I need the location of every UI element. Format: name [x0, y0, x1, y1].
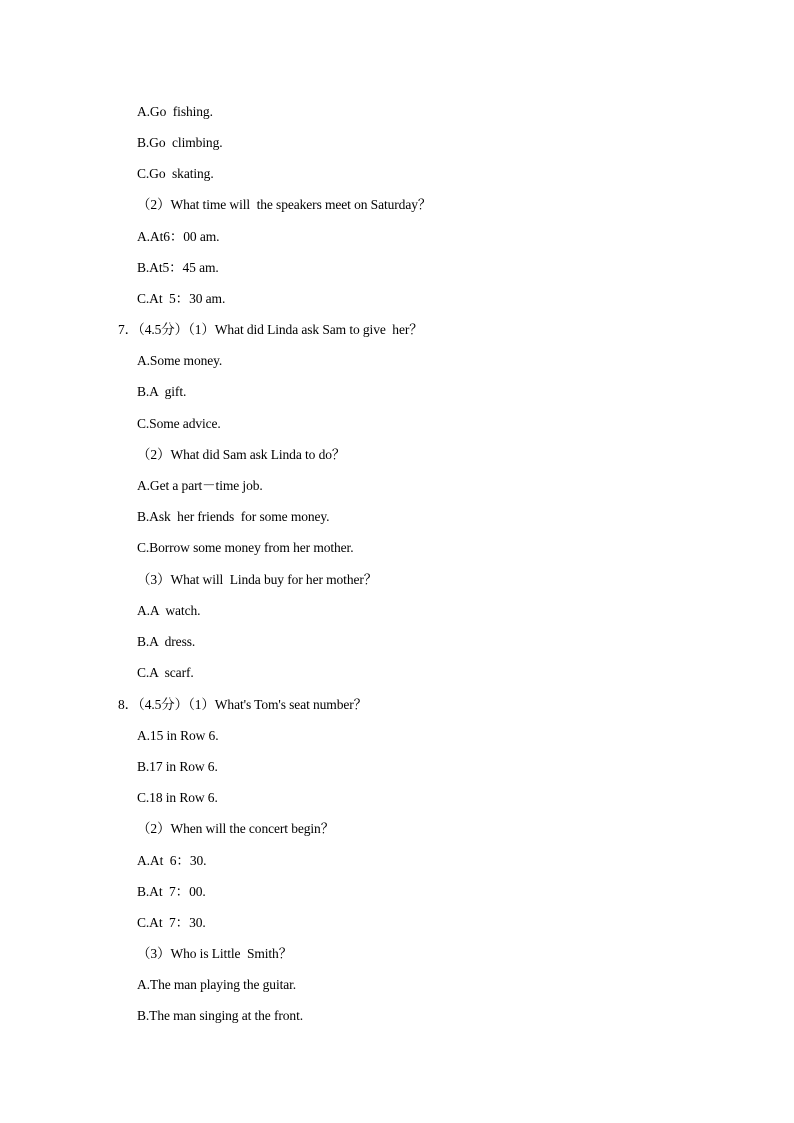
- option-line: A.15 in Row 6.: [137, 728, 219, 743]
- option-line: B.At5：45 am.: [137, 260, 219, 275]
- option-line: C.At 7：30.: [137, 915, 206, 930]
- question-heading: 7．（4.5分）（1）What did Linda ask Sam to give her？: [118, 322, 423, 337]
- sub-question: （2）What time will the speakers meet on Saturday？: [137, 197, 432, 212]
- option-line: B.A dress.: [137, 634, 196, 649]
- option-line: C.A scarf.: [137, 665, 194, 680]
- option-line: B.A gift.: [137, 384, 187, 399]
- option-line: C.18 in Row 6.: [137, 790, 218, 805]
- sub-question: （2）What did Sam ask Linda to do？: [137, 447, 346, 462]
- sub-question: （2）When will the concert begin？: [137, 821, 335, 836]
- sub-question: （3）Who is Little Smith？: [137, 946, 293, 961]
- option-line: B.The man singing at the front.: [137, 1008, 303, 1023]
- option-line: C.Go skating.: [137, 166, 214, 181]
- option-line: A.The man playing the guitar.: [137, 977, 297, 992]
- option-line: A.Some money.: [137, 353, 223, 368]
- option-line: C.At 5：30 am.: [137, 291, 226, 306]
- option-line: A.A watch.: [137, 603, 201, 618]
- question-heading: 8．（4.5分）（1）What's Tom's seat number？: [118, 697, 368, 712]
- option-line: B.Go climbing.: [137, 135, 223, 150]
- option-line: C.Borrow some money from her mother.: [137, 540, 354, 555]
- option-line: C.Some advice.: [137, 416, 221, 431]
- option-line: A.Go fishing.: [137, 104, 213, 119]
- option-line: A.Get a part－time job.: [137, 478, 263, 493]
- option-line: A.At6：00 am.: [137, 229, 220, 244]
- option-line: B.17 in Row 6.: [137, 759, 218, 774]
- option-line: B.At 7：00.: [137, 884, 206, 899]
- sub-question: （3）What will Linda buy for her mother？: [137, 572, 378, 587]
- option-line: A.At 6：30.: [137, 853, 207, 868]
- option-line: B.Ask her friends for some money.: [137, 509, 330, 524]
